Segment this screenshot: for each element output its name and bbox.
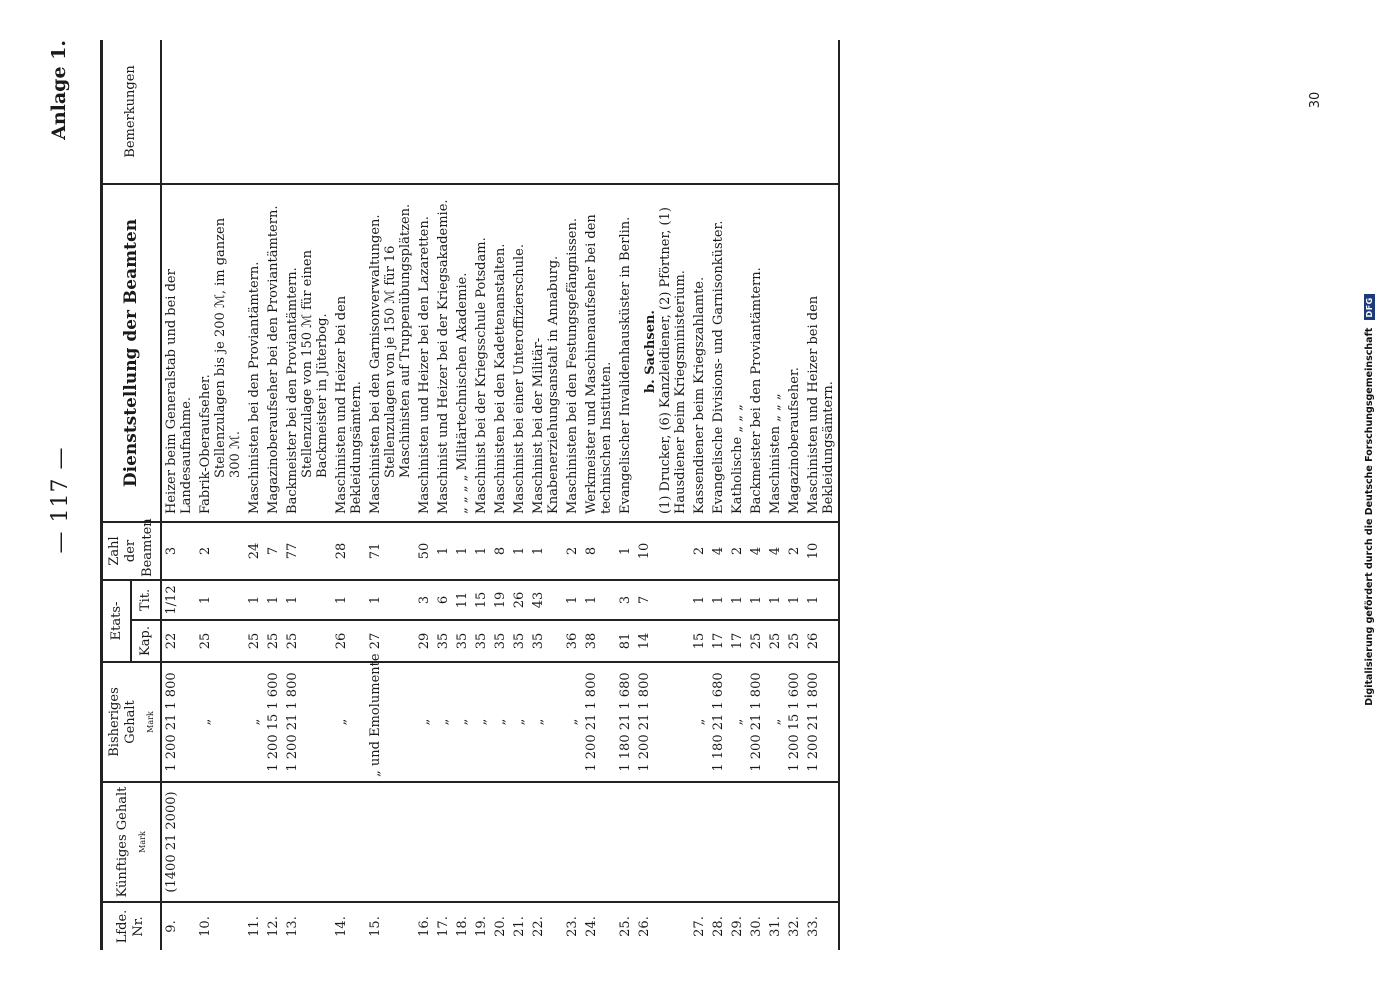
table-row — [161, 40, 196, 950]
position-description — [415, 184, 434, 522]
etat-tit: 1 — [709, 580, 728, 620]
current-salary: 1 200 15 1 600 — [264, 662, 283, 782]
position-supplement: Stellenzulagen von je 150 ℳ für 16 Maschinisten auf Truppenübungsplätzen. — [382, 203, 413, 478]
scan-credit-text: Digitalisierung gefördert durch die Deutsche Forschungsgemeinschaft — [1364, 327, 1375, 706]
current-salary: „ — [529, 662, 563, 782]
etat-kap: 35 — [529, 620, 563, 662]
etat-tit: 15 — [472, 580, 491, 620]
scan-credit — [1364, 0, 1375, 1000]
current-salary: 1 200 21 1 800 — [635, 662, 690, 782]
position-text: „ „ „ „ Militärtechnischen Akademie. — [454, 272, 470, 514]
table-row — [785, 40, 804, 950]
future-salary — [434, 782, 453, 902]
row-number: 27. — [690, 902, 709, 950]
table-row — [415, 40, 434, 950]
remarks-cell — [785, 40, 804, 184]
dfg-logo: DFG — [1364, 294, 1375, 320]
position-description — [472, 184, 491, 522]
future-salary — [563, 782, 582, 902]
etat-tit: 1 — [283, 580, 332, 620]
etat-kap: 25 — [196, 620, 245, 662]
remarks-cell — [582, 40, 616, 184]
row-number: 26. — [635, 902, 690, 950]
table-row — [747, 40, 766, 950]
current-salary: „ — [196, 662, 245, 782]
future-salary — [582, 782, 616, 902]
current-salary: „ — [472, 662, 491, 782]
future-salary — [283, 782, 332, 902]
remarks-cell — [434, 40, 453, 184]
table-row — [264, 40, 283, 950]
etat-kap: 17 — [709, 620, 728, 662]
row-number: 17. — [434, 902, 453, 950]
header-tit: Tit. — [131, 580, 160, 620]
etat-kap: 27 — [366, 620, 415, 662]
etat-tit: 1 — [245, 580, 264, 620]
future-salary: (1400 21 2000) — [161, 782, 196, 902]
position-text: Maschinisten und Heizer bei den Bekleidungsämtern. — [333, 295, 364, 514]
etat-tit: 7 — [635, 580, 690, 620]
etat-kap: 36 — [563, 620, 582, 662]
position-text: Maschinist und Heizer bei der Kriegsakademie. — [435, 199, 451, 514]
table-row — [582, 40, 616, 950]
row-number: 33. — [804, 902, 839, 950]
remarks-cell — [635, 40, 690, 184]
etat-kap: 35 — [491, 620, 510, 662]
current-salary: 1 200 21 1 800 — [283, 662, 332, 782]
etat-tit: 1 — [196, 580, 245, 620]
row-number: 29. — [728, 902, 747, 950]
officer-count: 8 — [491, 522, 510, 580]
header-position: Dienststellung der Beamten — [102, 184, 161, 522]
etat-tit: 1 — [728, 580, 747, 620]
current-salary: „ — [491, 662, 510, 782]
etat-tit: 3 — [616, 580, 635, 620]
position-text: Backmeister bei den Proviantämtern. — [748, 267, 764, 514]
remarks-cell — [415, 40, 434, 184]
position-supplement: Stellenzulagen bis je 200 ℳ, im ganzen 300 ℳ. — [212, 217, 243, 478]
position-text: Maschinist bei einer Unteroffizierschule. — [511, 244, 527, 514]
officer-count: 2 — [785, 522, 804, 580]
current-salary: 1 200 21 1 800 — [582, 662, 616, 782]
position-text: Magazinoberaufseher. — [786, 367, 802, 514]
position-text: Evangelische Divisions- und Garnisonküster. — [710, 220, 726, 514]
position-description — [332, 184, 366, 522]
officer-count: 1 — [472, 522, 491, 580]
etat-kap: 14 — [635, 620, 690, 662]
position-text: Heizer beim Generalstab und bei der Landesaufnahme. — [163, 269, 194, 514]
row-number: 14. — [332, 902, 366, 950]
etat-kap: 25 — [785, 620, 804, 662]
current-salary: „ — [245, 662, 264, 782]
table-row — [690, 40, 709, 950]
row-number: 30. — [747, 902, 766, 950]
position-description — [785, 184, 804, 522]
table-row — [529, 40, 563, 950]
etat-kap: 22 — [161, 620, 196, 662]
current-salary: „ — [415, 662, 434, 782]
current-salary: „ — [510, 662, 529, 782]
etat-kap: 35 — [434, 620, 453, 662]
current-salary: „ und Emolumente — [366, 662, 415, 782]
position-text: Backmeister bei den Proviantämtern. — [284, 267, 300, 514]
table-row — [709, 40, 728, 950]
position-text: Evangelischer Invalidenhausküster in Berlin. — [617, 216, 633, 514]
current-salary: 1 180 21 1 680 — [616, 662, 635, 782]
etat-tit: 19 — [491, 580, 510, 620]
position-description — [709, 184, 728, 522]
table-row — [332, 40, 366, 950]
row-number: 21. — [510, 902, 529, 950]
table-row — [366, 40, 415, 950]
row-number: 9. — [161, 902, 196, 950]
remarks-cell — [366, 40, 415, 184]
remarks-cell — [332, 40, 366, 184]
row-number: 15. — [366, 902, 415, 950]
header-etats: Etats- — [102, 580, 132, 662]
row-number: 16. — [415, 902, 434, 950]
remarks-cell — [245, 40, 264, 184]
remarks-cell — [728, 40, 747, 184]
table-row — [453, 40, 472, 950]
scan-page-number: 30 — [1308, 91, 1323, 109]
remarks-cell — [766, 40, 785, 184]
officer-count: 28 — [332, 522, 366, 580]
row-number: 25. — [616, 902, 635, 950]
etat-tit: 1 — [747, 580, 766, 620]
current-salary: „ — [766, 662, 785, 782]
remarks-cell — [563, 40, 582, 184]
future-salary — [264, 782, 283, 902]
etat-kap: 25 — [283, 620, 332, 662]
etat-tit: 11 — [453, 580, 472, 620]
current-salary: 1 200 21 1 800 — [161, 662, 196, 782]
etat-kap: 26 — [332, 620, 366, 662]
row-number: 12. — [264, 902, 283, 950]
position-description — [161, 184, 196, 522]
future-salary — [510, 782, 529, 902]
position-text: Maschinisten bei den Proviantämtern. — [246, 261, 262, 514]
etat-tit: 1 — [582, 580, 616, 620]
future-salary — [366, 782, 415, 902]
officer-count: 1 — [616, 522, 635, 580]
position-text: Katholische „ „ „ — [729, 404, 745, 514]
future-salary — [245, 782, 264, 902]
row-number: 23. — [563, 902, 582, 950]
remarks-cell — [264, 40, 283, 184]
position-description — [635, 184, 690, 522]
header-future-salary: Künftiges Gehalt Mark — [102, 782, 161, 902]
remarks-cell — [529, 40, 563, 184]
row-number: 10. — [196, 902, 245, 950]
position-text: Magazinoberaufseher bei den Proviantämtern. — [265, 205, 281, 514]
position-description — [690, 184, 709, 522]
row-number: 28. — [709, 902, 728, 950]
remarks-cell — [709, 40, 728, 184]
etat-tit: 43 — [529, 580, 563, 620]
row-number: 13. — [283, 902, 332, 950]
officer-count: 8 — [582, 522, 616, 580]
officer-count: 1 — [453, 522, 472, 580]
future-salary — [690, 782, 709, 902]
remarks-cell — [161, 40, 196, 184]
position-description — [747, 184, 766, 522]
position-description — [616, 184, 635, 522]
position-description — [563, 184, 582, 522]
current-salary: „ — [728, 662, 747, 782]
table-row — [472, 40, 491, 950]
current-salary: 1 200 21 1 800 — [747, 662, 766, 782]
page-header — [44, 40, 74, 960]
officer-count: 10 — [804, 522, 839, 580]
table-row — [804, 40, 839, 950]
table-row — [283, 40, 332, 950]
salary-table — [100, 40, 840, 950]
remarks-cell — [616, 40, 635, 184]
etat-kap: 26 — [804, 620, 839, 662]
etat-kap: 25 — [766, 620, 785, 662]
officer-count: 2 — [728, 522, 747, 580]
etat-tit: 1 — [366, 580, 415, 620]
future-salary — [415, 782, 434, 902]
etat-kap: 15 — [690, 620, 709, 662]
remarks-cell — [196, 40, 245, 184]
header-count: Zahl der Beamten — [102, 522, 161, 580]
appendix-label: Anlage 1. — [48, 40, 70, 140]
position-description — [582, 184, 616, 522]
etat-tit: 1 — [785, 580, 804, 620]
table-row — [635, 40, 690, 950]
remarks-cell — [510, 40, 529, 184]
etat-kap: 25 — [747, 620, 766, 662]
position-description — [264, 184, 283, 522]
officer-count: 4 — [766, 522, 785, 580]
current-salary: „ — [332, 662, 366, 782]
current-salary: „ — [563, 662, 582, 782]
table-row — [196, 40, 245, 950]
officer-count: 2 — [196, 522, 245, 580]
header-kap: Kap. — [131, 620, 160, 662]
position-text: Maschinisten bei den Garnisonverwaltungen. — [367, 214, 383, 514]
position-description — [766, 184, 785, 522]
officer-count: 50 — [415, 522, 434, 580]
remarks-cell — [453, 40, 472, 184]
etat-kap: 35 — [510, 620, 529, 662]
table-row — [616, 40, 635, 950]
etat-tit: 6 — [434, 580, 453, 620]
officer-count: 7 — [264, 522, 283, 580]
remarks-cell — [491, 40, 510, 184]
position-description — [510, 184, 529, 522]
row-number: 32. — [785, 902, 804, 950]
position-text: Fabrik-Oberaufseher. — [197, 374, 213, 514]
position-description — [453, 184, 472, 522]
position-text: Maschinisten bei den Festungsgefängnissen. — [564, 218, 580, 514]
etat-tit: 26 — [510, 580, 529, 620]
etat-tit: 1/12 — [161, 580, 196, 620]
table-row — [766, 40, 785, 950]
future-salary — [766, 782, 785, 902]
future-salary — [635, 782, 690, 902]
future-salary — [616, 782, 635, 902]
position-description — [529, 184, 563, 522]
future-salary — [472, 782, 491, 902]
remarks-cell — [283, 40, 332, 184]
etat-kap: 35 — [472, 620, 491, 662]
officer-count: 2 — [563, 522, 582, 580]
table-row — [491, 40, 510, 950]
etat-kap: 81 — [616, 620, 635, 662]
table-row — [563, 40, 582, 950]
position-description — [245, 184, 264, 522]
row-number: 24. — [582, 902, 616, 950]
header-nr: Lfde. Nr. — [102, 902, 161, 950]
current-salary: 1 200 21 1 800 — [804, 662, 839, 782]
future-salary — [332, 782, 366, 902]
position-supplement: Stellenzulage von 150 ℳ für einen Backmeister in Jüterbog. — [299, 250, 330, 478]
position-text: Maschinisten bei den Kadettenanstalten. — [492, 243, 508, 514]
position-text: (1) Drucker, (6) Kanzleidiener, (2) Pförtner, (1) Hausdiener beim Kriegsministerium. — [657, 207, 688, 514]
etat-tit: 1 — [804, 580, 839, 620]
etat-tit: 1 — [563, 580, 582, 620]
position-text: Maschinisten und Heizer bei den Bekleidungsämtern. — [805, 295, 836, 514]
remarks-cell — [472, 40, 491, 184]
future-salary — [785, 782, 804, 902]
future-salary — [196, 782, 245, 902]
position-description — [491, 184, 510, 522]
etat-kap: 17 — [728, 620, 747, 662]
etat-kap: 25 — [264, 620, 283, 662]
current-salary: „ — [434, 662, 453, 782]
future-salary — [491, 782, 510, 902]
position-description — [196, 184, 245, 522]
etat-kap: 29 — [415, 620, 434, 662]
etat-kap: 25 — [245, 620, 264, 662]
etat-tit: 3 — [415, 580, 434, 620]
row-number: 31. — [766, 902, 785, 950]
future-salary — [529, 782, 563, 902]
etat-kap: 38 — [582, 620, 616, 662]
table-row — [245, 40, 264, 950]
position-description — [804, 184, 839, 522]
position-text: Maschinist bei der Militär-Knabenerziehungsanstalt in Annaburg. — [530, 255, 561, 514]
position-text: Maschinisten „ „ „ — [767, 393, 783, 514]
officer-count: 1 — [529, 522, 563, 580]
officer-count: 71 — [366, 522, 415, 580]
position-text: Kassendiener beim Kriegszahlamte. — [691, 276, 707, 514]
position-description — [366, 184, 415, 522]
etat-kap: 35 — [453, 620, 472, 662]
header-current-salary: Bisheriges Gehalt Mark — [102, 662, 161, 782]
officer-count: 1 — [434, 522, 453, 580]
etat-tit: 1 — [766, 580, 785, 620]
position-text: Werkmeister und Maschinenaufseher bei den technischen Instituten. — [583, 214, 614, 514]
row-number: 22. — [529, 902, 563, 950]
table-row — [434, 40, 453, 950]
current-salary: „ — [453, 662, 472, 782]
officer-count: 3 — [161, 522, 196, 580]
current-salary: 1 180 21 1 680 — [709, 662, 728, 782]
position-description — [728, 184, 747, 522]
etat-tit: 1 — [264, 580, 283, 620]
officer-count: 77 — [283, 522, 332, 580]
header-remarks: Bemerkungen — [102, 40, 161, 184]
officer-count: 2 — [690, 522, 709, 580]
remarks-cell — [804, 40, 839, 184]
future-salary — [804, 782, 839, 902]
officer-count: 4 — [709, 522, 728, 580]
row-number: 19. — [472, 902, 491, 950]
etat-tit: 1 — [332, 580, 366, 620]
position-description — [434, 184, 453, 522]
remarks-cell — [747, 40, 766, 184]
future-salary — [453, 782, 472, 902]
future-salary — [747, 782, 766, 902]
position-description — [283, 184, 332, 522]
page-number: — 117 — — [48, 446, 73, 554]
current-salary: 1 200 15 1 600 — [785, 662, 804, 782]
table-body — [161, 40, 839, 950]
officer-count: 10 — [635, 522, 690, 580]
section-heading: b. Sachsen. — [642, 310, 658, 393]
row-number: 20. — [491, 902, 510, 950]
table-row — [728, 40, 747, 950]
table-row — [510, 40, 529, 950]
remarks-cell — [690, 40, 709, 184]
current-salary: „ — [690, 662, 709, 782]
officer-count: 1 — [510, 522, 529, 580]
future-salary — [728, 782, 747, 902]
position-text: Maschinisten und Heizer bei den Lazaretten. — [416, 216, 432, 514]
officer-count: 4 — [747, 522, 766, 580]
etat-tit: 1 — [690, 580, 709, 620]
future-salary — [709, 782, 728, 902]
position-text: Maschinist bei der Kriegsschule Potsdam. — [473, 237, 489, 514]
row-number: 18. — [453, 902, 472, 950]
row-number: 11. — [245, 902, 264, 950]
officer-count: 24 — [245, 522, 264, 580]
